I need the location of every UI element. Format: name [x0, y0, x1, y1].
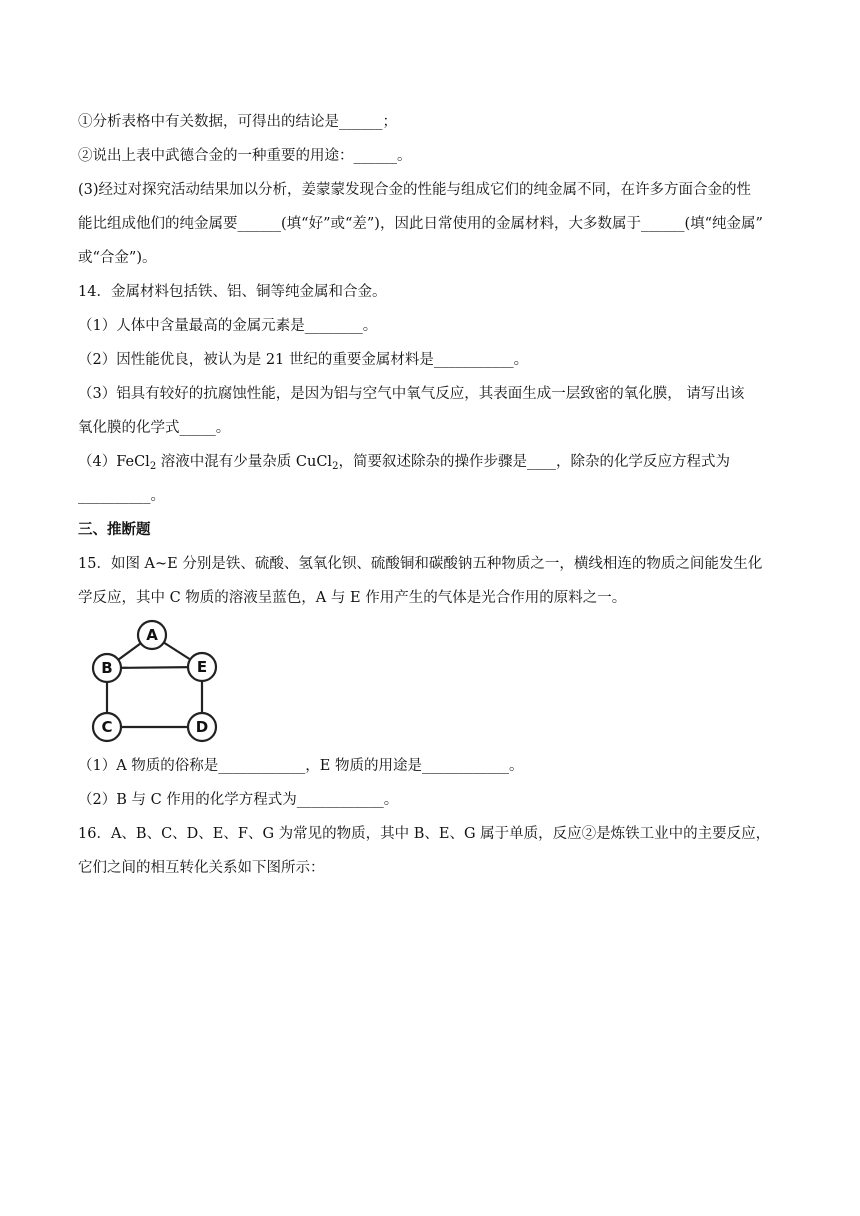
text-line-q13-conclusion: ①分析表格中有关数据，可得出的结论是______； [78, 114, 397, 130]
text-line-q15-stem-b: 学反应，其中 C 物质的溶液呈蓝色，A 与 E 作用产生的气体是光合作用的原料之一。 [78, 590, 627, 606]
section-heading: 三、推断题 [78, 522, 151, 538]
text-line-q14-3b: 氧化膜的化学式_____。 [78, 420, 231, 436]
node-a [138, 621, 166, 649]
svg-text:D: D [195, 718, 209, 736]
text-line-q14-2: （2）因性能优良，被认为是 21 世纪的重要金属材料是___________。 [78, 352, 529, 368]
text-line-q14-4b: __________。 [78, 488, 165, 504]
node-b [93, 654, 121, 682]
svg-text:A: A [146, 626, 158, 644]
text-line-q15-1: （1）A 物质的俗称是____________，E 物质的用途是____________。 [78, 758, 524, 774]
text-line-q13-part3-a: (3)经过对探究活动结果加以分析，姜蒙蒙发现合金的性能与组成它们的纯金属不同，在许多方面合金的性 [78, 182, 752, 198]
text-line-q15-stem-a: 15．如图 A~E 分别是铁、硫酸、氢氧化钡、硫酸铜和碳酸钠五种物质之一，横线相连的物质之间能发生化 [78, 556, 763, 572]
text-line-q14-3a: （3）铝具有较好的抗腐蚀性能，是因为铝与空气中氧气反应，其表面生成一层致密的氧化膜， 请写出该 [78, 386, 745, 402]
text-line-q14-4a: （4）FeCl$_2$ 溶液中混有少量杂质 CuCl$_2$，简要叙述除杂的操作步骤是____，除杂的化学反应方程式为 [78, 454, 730, 472]
node-c [93, 713, 121, 741]
text-line-q13-part3-c: 或“合金”)。 [78, 250, 157, 266]
reaction-diagram [86, 618, 226, 746]
node-d [188, 713, 216, 741]
svg-text:C: C [101, 718, 113, 736]
text-line-q16-stem-a: 16．A、B、C、D、E、F、G 为常见的物质，其中 B、E、G 属于单质，反应②是炼铁工业中的主要反应， [78, 826, 771, 842]
text-line-q16-stem-b: 它们之间的相互转化关系如下图所示： [78, 860, 325, 876]
svg-text:E: E [196, 658, 208, 676]
text-line-q14-stem: 14．金属材料包括铁、铝、铜等纯金属和合金。 [78, 284, 387, 300]
text-line-q14-1: （1）人体中含量最高的金属元素是________。 [78, 318, 378, 334]
text-line-q15-2: （2）B 与 C 作用的化学方程式为____________。 [78, 792, 399, 808]
svg-text:B: B [101, 659, 113, 677]
text-line-q13-usage: ②说出上表中武德合金的一种重要的用途：______。 [78, 148, 412, 164]
node-e [188, 653, 216, 681]
text-line-q13-part3-b: 能比组成他们的纯金属要______(填“好”或“差”)，因此日常使用的金属材料，大多数属于______(填“纯金属” [78, 216, 763, 232]
